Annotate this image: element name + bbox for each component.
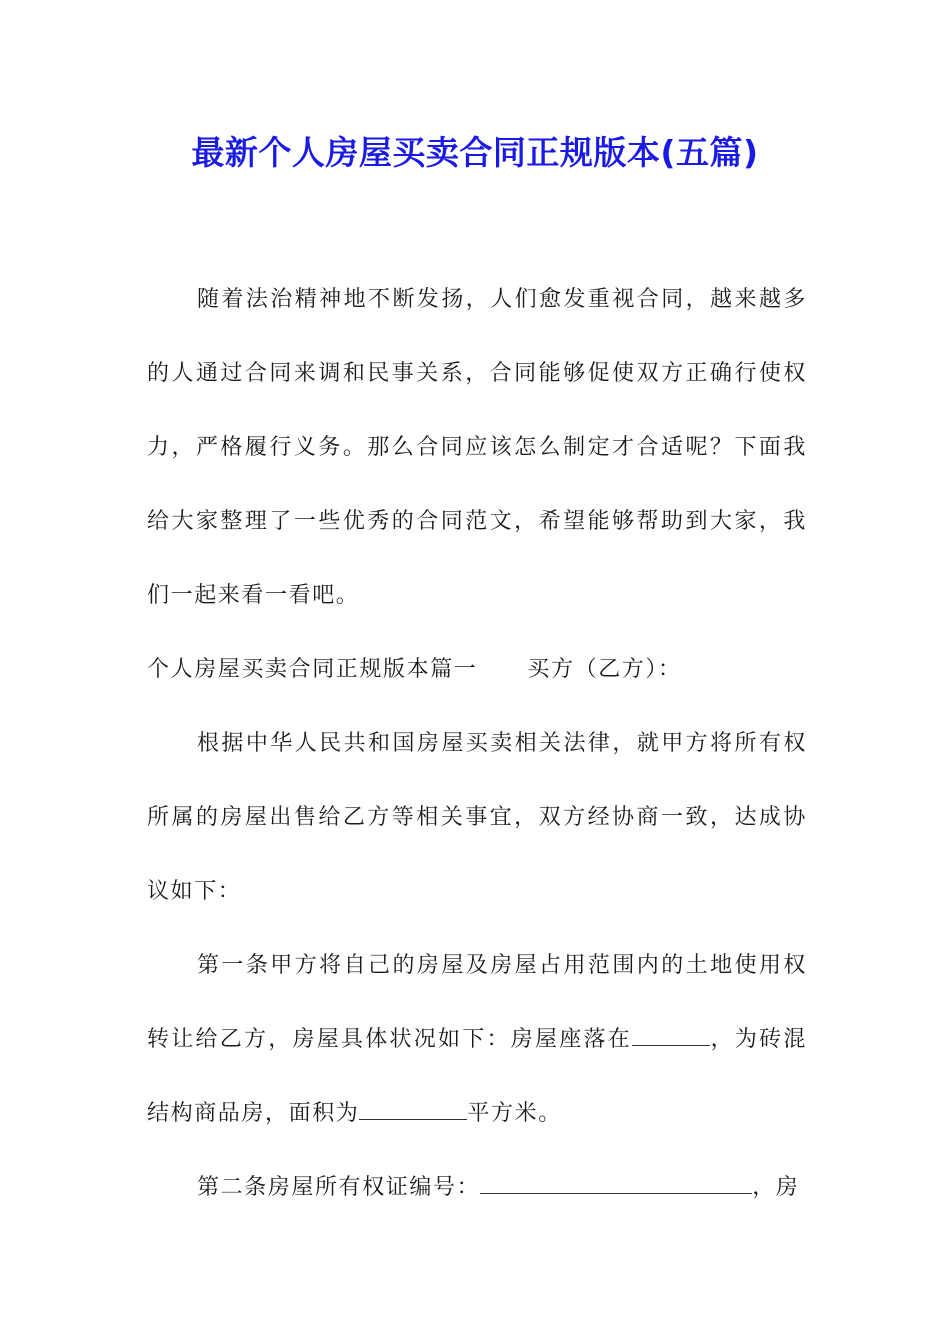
- section-heading: 个人房屋买卖合同正规版本篇一: [147, 657, 478, 682]
- article-2-text-a: 第二条房屋所有权证编号：: [197, 1175, 481, 1200]
- certificate-number-blank: [480, 1175, 752, 1194]
- buyer-label: 买方（乙方）：: [527, 657, 682, 682]
- document-body: [147, 263, 807, 1225]
- article-2-paragraph: [147, 1151, 807, 1225]
- location-blank: [632, 1027, 710, 1046]
- basis-paragraph: 根据中华人民共和国房屋买卖相关法律，就甲方将所有权所属的房屋出售给乙方等相关事宜，双方经协商一致，达成协议如下：: [147, 731, 807, 904]
- article-1-text-a: 第一条甲方将自己的房屋及房屋占用范围内的土地使用权转让给乙方，房屋具体状况如下：房屋座落在: [147, 953, 807, 1052]
- area-blank: [359, 1101, 467, 1120]
- intro-paragraph: 随着法治精神地不断发扬，人们愈发重视合同，越来越多的人通过合同来调和民事关系，合同能够促使双方正确行使权力，严格履行义务。那么合同应该怎么制定才合适呢？下面我给大家整理了一些优秀的合同范文，希望能够帮助到大家，我们一起来看一看吧。: [147, 287, 807, 608]
- section-heading-line: [147, 633, 807, 707]
- article-1-paragraph: [147, 929, 807, 1151]
- article-1-text-c: 平方米。: [467, 1101, 562, 1126]
- article-2-text-b: ，房: [752, 1175, 800, 1200]
- document-title: 最新个人房屋买卖合同正规版本(五篇): [191, 133, 759, 172]
- article-1-text-b: ，为砖混结构商品房，面积为: [147, 1027, 807, 1126]
